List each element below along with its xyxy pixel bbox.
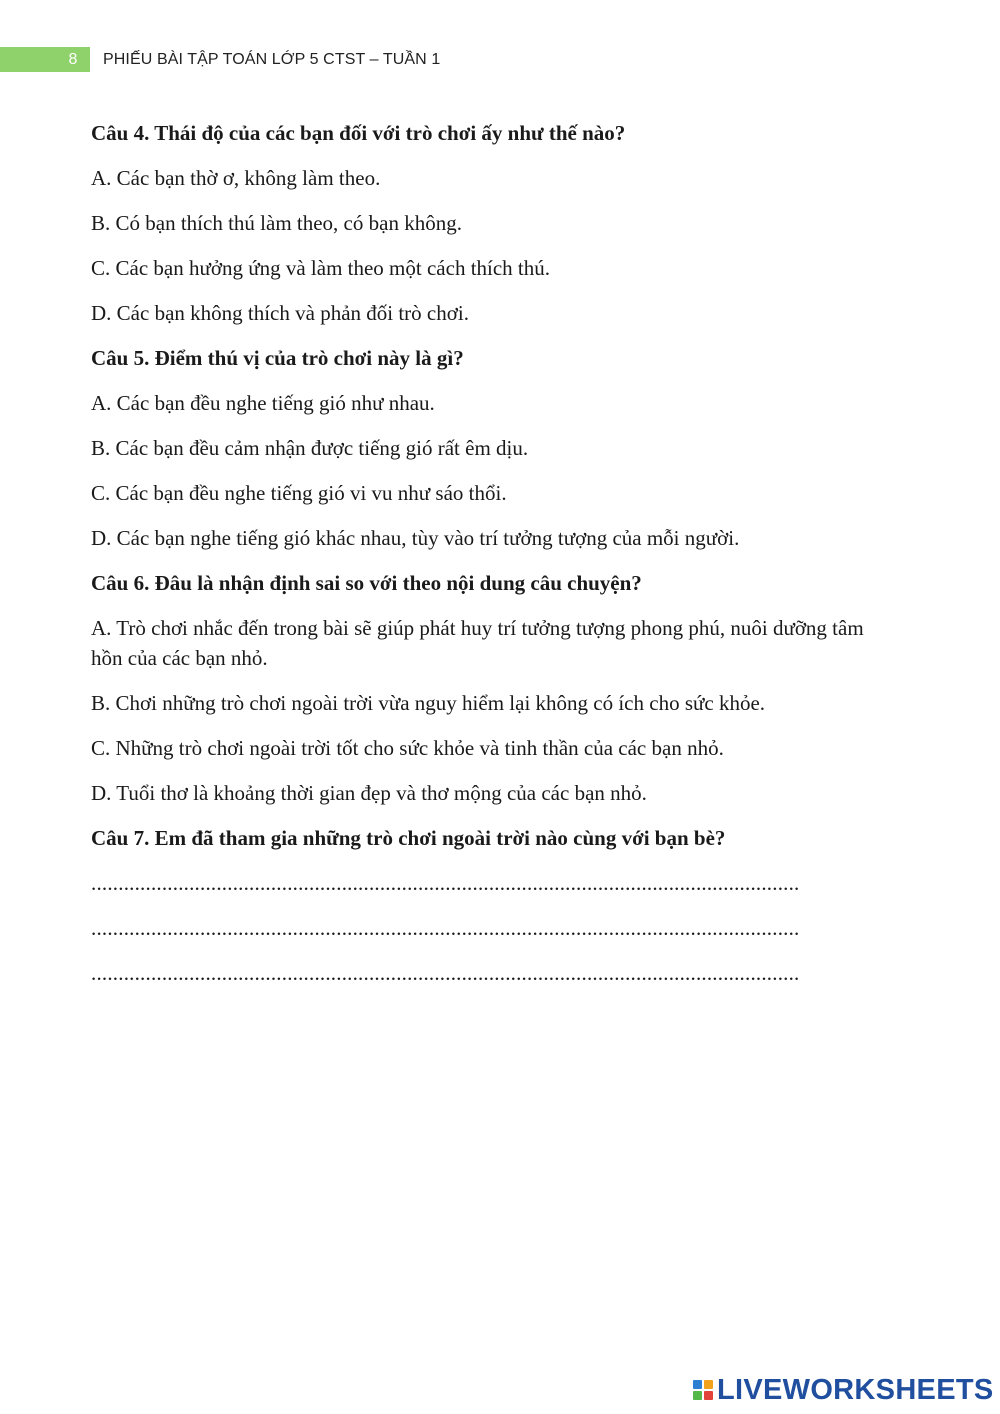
question-7-title: Câu 7. Em đã tham gia những trò chơi ngoài trời nào cùng với bạn bè? [91, 826, 726, 850]
logo-mark-square-4 [704, 1391, 713, 1400]
question-4-option-a[interactable]: A. Các bạn thờ ơ, không làm theo. [91, 166, 381, 190]
logo-mark-square-1 [693, 1380, 702, 1389]
answer-line-3[interactable]: .................................................................................................................................. [91, 961, 800, 985]
logo-mark-icon [693, 1380, 713, 1400]
page-number: 8 [68, 51, 78, 68]
question-6-option-c[interactable]: C. Những trò chơi ngoài trời tốt cho sức khỏe và tinh thần của các bạn nhỏ. [91, 736, 724, 760]
logo-mark-square-3 [693, 1391, 702, 1400]
question-5-option-c[interactable]: C. Các bạn đều nghe tiếng gió vi vu như sáo thổi. [91, 481, 507, 505]
worksheet-content [91, 118, 881, 988]
question-6-option-a[interactable]: A. Trò chơi nhắc đến trong bài sẽ giúp phát huy trí tưởng tượng phong phú, nuôi dưỡng tâm hồn của các bạn nhỏ. [91, 616, 864, 670]
question-5-option-a[interactable]: A. Các bạn đều nghe tiếng gió như nhau. [91, 391, 435, 415]
logo-mark-square-2 [704, 1380, 713, 1389]
logo-text: LIVEWORKSHEETS [717, 1374, 994, 1406]
question-5-option-d[interactable]: D. Các bạn nghe tiếng gió khác nhau, tùy vào trí tưởng tượng của mỗi người. [91, 526, 740, 550]
answer-line-2[interactable]: .................................................................................................................................. [91, 916, 800, 940]
question-4-option-c[interactable]: C. Các bạn hưởng ứng và làm theo một cách thích thú. [91, 256, 551, 280]
header-title: PHIẾU BÀI TẬP TOÁN LỚP 5 CTST – TUẦN 1 [103, 51, 441, 68]
question-6-title: Câu 6. Đâu là nhận định sai so với theo nội dung câu chuyện? [91, 571, 642, 595]
question-5-title: Câu 5. Điểm thú vị của trò chơi này là gì? [91, 346, 464, 370]
question-4-option-b[interactable]: B. Có bạn thích thú làm theo, có bạn không. [91, 211, 462, 235]
question-4-option-d[interactable]: D. Các bạn không thích và phản đối trò chơi. [91, 301, 469, 325]
liveworksheets-logo [693, 1376, 994, 1404]
answer-line-1[interactable]: .................................................................................................................................. [91, 871, 800, 895]
question-5-option-b[interactable]: B. Các bạn đều cảm nhận được tiếng gió rất êm dịu. [91, 436, 529, 460]
question-4-title: Câu 4. Thái độ của các bạn đối với trò chơi ấy như thế nào? [91, 121, 626, 145]
question-6-option-b[interactable]: B. Chơi những trò chơi ngoài trời vừa nguy hiểm lại không có ích cho sức khỏe. [91, 691, 766, 715]
question-6-option-d[interactable]: D. Tuổi thơ là khoảng thời gian đẹp và thơ mộng của các bạn nhỏ. [91, 781, 647, 805]
